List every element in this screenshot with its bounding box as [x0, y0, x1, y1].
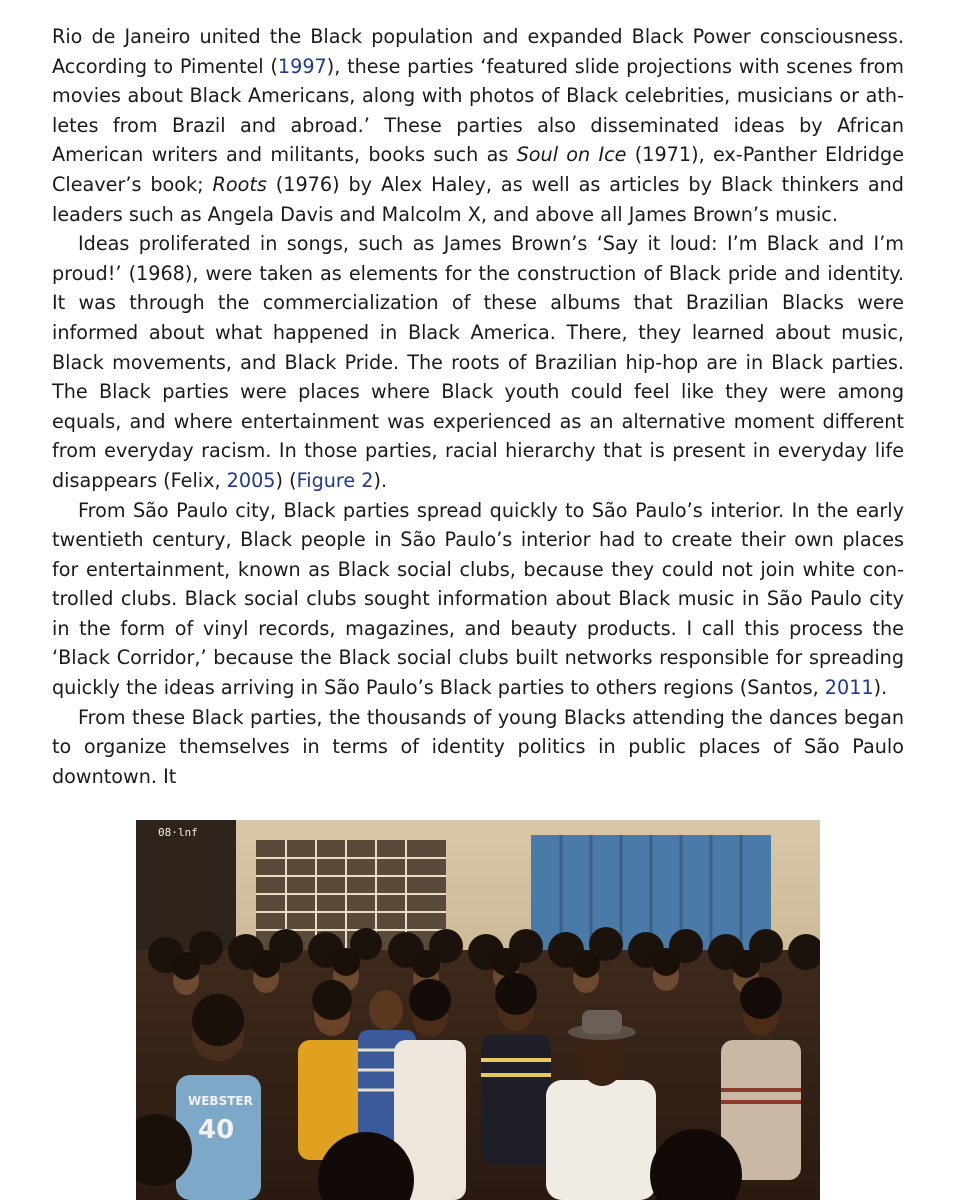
party-photo-illustration	[136, 820, 820, 1200]
citation-felix-2005[interactable]: 2005	[226, 468, 276, 492]
p4-text-a: From these Black parties, the thousands of young Blacks attending the dances began to organize themselves in terms of identity politics in public places of São Paulo downtown. It	[52, 705, 904, 788]
p1-text-d: (1976) by Alex Haley, as well as articles by Black thinkers and leaders such as Angela Davis and Malcolm X, and above all James Brown’s music.	[52, 172, 904, 226]
paragraph-3	[52, 496, 904, 703]
p3-text-b: ).	[873, 676, 888, 700]
jersey-text: WEBSTER	[188, 1094, 253, 1108]
figure-2-link[interactable]: Figure 2	[296, 468, 374, 492]
p1-text-b: ), these parties ‘featured slide projections with scenes from movies about Black Americans, along with photos of Black celebrities, musicians or athletes from Brazil and abroad.’ These parties also disseminated ideas by African American writers and militants, books such as	[52, 54, 904, 167]
jersey-number: 40	[198, 1115, 235, 1145]
paragraph-1	[52, 22, 904, 229]
photo-date-stamp: 08·lnf	[158, 826, 198, 839]
citation-pimentel-1997[interactable]: 1997	[277, 54, 327, 78]
p2-text-b: ) (	[275, 468, 297, 492]
p3-text-a: From São Paulo city, Black parties spread quickly to São Paulo’s interior. In the early twentieth century, Black people in São Paulo’s interior had to create their own places for entertainment, known as Black social clubs, because they could not join white controlled clubs. Black social clubs sought information about Black music in São Paulo city in the form of vinyl records, magazines, and beauty products. I call this process the ‘Black Corridor,’ because the Black social clubs built networks responsible for spreading quickly the ideas arriving in São Paulo’s Black parties to others regions (Santos,	[52, 498, 904, 700]
paragraph-2	[52, 229, 904, 495]
p1-text-a: Rio de Janeiro united the Black population and expanded Black Power consciousness. According to Pimentel (	[52, 25, 904, 78]
figure-2-photo	[136, 820, 820, 1200]
citation-santos-2011[interactable]: 2011	[824, 676, 874, 700]
book-title-roots: Roots	[212, 172, 267, 196]
p2-text-a: Ideas proliferated in songs, such as James Brown’s ‘Say it loud: I’m Black and I’m proud!’ (1968), were taken as elements for the construction of Black pride and identity. It was through the commercialization of these albums that Brazilian Blacks were informed about what happened in Black America. There, they learned about music, Black movements, and Black Pride. The roots of Brazilian hip-hop are in Black parties. The Black parties were places where Black youth could feel like they were among equals, and where entertainment was experienced as an alternative moment different from everyday racism. In those parties, racial hierarchy that is present in everyday life disappears (Felix,	[52, 232, 904, 492]
paragraph-4	[52, 703, 904, 792]
body-text	[52, 22, 904, 791]
p2-text-c: ).	[373, 468, 388, 492]
book-title-soul-on-ice: Soul on Ice	[516, 143, 627, 167]
p1-text-c: (1971), ex-Panther Eldridge Cleaver’s book;	[52, 143, 904, 196]
